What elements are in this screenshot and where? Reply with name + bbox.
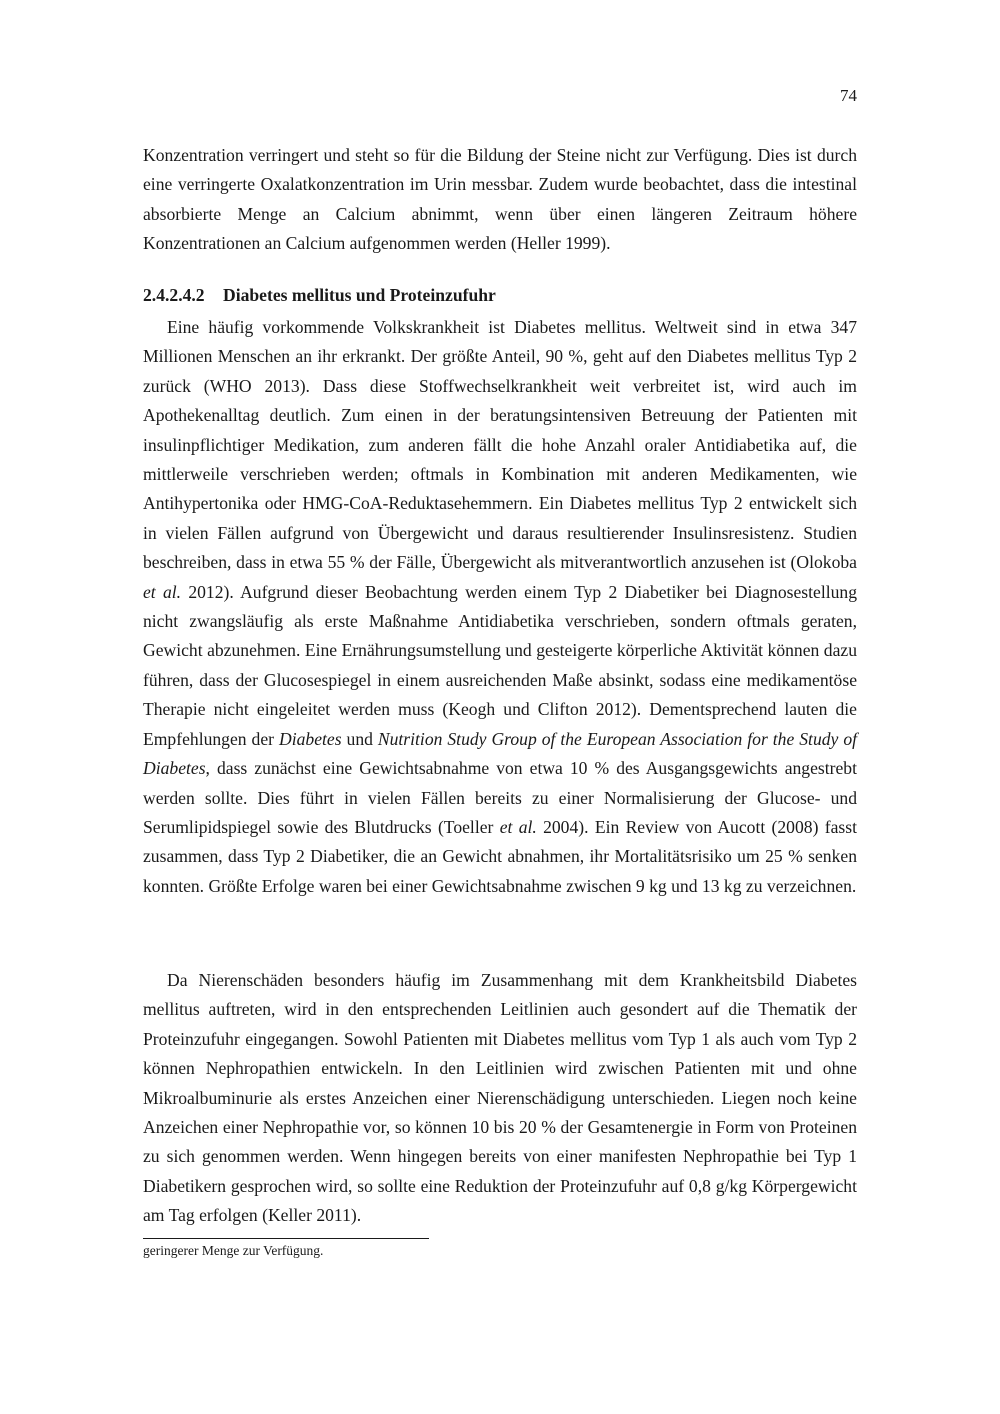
paragraph-diabetes — [143, 313, 857, 901]
p2-etal-2: et al. — [499, 816, 537, 837]
p2-part-e: 2004). Ein Review von Aucott (2008) fasst zusammen, dass Typ 2 Diabetiker, die an Gewicht abnahmen, ihr Mortalitätsrisiko um 25 % senken konnten. Größte Erfolge waren bei einer Gewichtsabnahme zwischen 9 kg und 13 kg zu verzeichnen. — [143, 816, 857, 896]
footnote-divider — [143, 1238, 429, 1239]
p2-italic-nsg: Nutrition Study Group of the European Association for the Study of Diabetes — [143, 728, 858, 779]
p2-part-a: Eine häufig vorkommende Volkskrankheit ist Diabetes mellitus. Weltweit sind in etwa 347 Millionen Menschen an ihr erkrankt. Der größte Anteil, 90 %, geht auf den Diabetes mellitus Typ 2 zurück (WHO 2013). Dass diese Stoffwechselkrankheit weit verbreitet ist, wird auch im Apothekenalltag deutlich. Zum einen in der beratungsintensiven Betreuung der Patienten mit insulinpflichtiger Medikation, zum anderen fällt die hohe Anzahl oraler Antidiabetika auf, die mittlerweile verschrieben werden; oftmals in Kombination mit anderen Medikamenten, wie Antihypertonika oder HMG-CoA-Reduktasehemmern. Ein Diabetes mellitus Typ 2 entwickelt sich in vielen Fällen aufgrund von Übergewicht und daraus resultierender Insulinsresistenz. Studien beschreiben, dass in etwa 55 % der Fälle, Übergewicht als mitverantwortlich anzusehen ist (Olokoba — [143, 317, 857, 573]
paragraph-2 — [143, 313, 857, 901]
p2-italic-diabetes: Diabetes — [279, 728, 342, 749]
footnote: geringerer Menge zur Verfügung. — [143, 1243, 324, 1258]
paragraph-nephropathy — [143, 966, 857, 1231]
section-heading — [143, 285, 496, 306]
p2-etal-1: et al. — [143, 581, 182, 602]
p2-part-d: , dass zunächst eine Gewichtsabnahme von etwa 10 % des Ausgangsgewichts angestrebt werden sollte. Dies führt in vielen Fällen bereits zu einer Normalisierung der Glucose- und Serumlipidspiegel sowie des Blutdrucks (Toeller — [143, 758, 857, 837]
section-number: 2.4.2.4.2 — [143, 285, 205, 305]
section-title: Diabetes mellitus und Proteinzufuhr — [222, 285, 496, 305]
paragraph-1-text: Konzentration verringert und steht so für die Bildung der Steine nicht zur Verfügung. Dies ist durch eine verringerte Oxalatkonzentration im Urin messbar. Zudem wurde beobachtet, dass die intestinal absorbierte Menge an Calcium abnimmt, wenn über einen längeren Zeitraum höhere Konzentrationen an Calcium aufgenommen werden (Heller 1999). — [143, 145, 857, 254]
paragraph-continuation — [143, 141, 857, 259]
p2-part-b: 2012). Aufgrund dieser Beobachtung werden einem Typ 2 Diabetiker bei Diagnosestellung nicht zwangsläufig als erste Maßnahme Antidiabetika verschrieben, sondern oftmals geraten, Gewicht abzunehmen. Eine Ernährungsumstellung und gesteigerte körperliche Aktivität können dazu führen, dass der Glucosespiegel in einem ausreichenden Maße absinkt, sodass eine medikamentöse Therapie nicht eingeleitet werden muss (Keogh und Clifton 2012). Dementsprechend lauten die Empfehlungen der — [143, 581, 857, 749]
page-number: 74 — [840, 86, 857, 105]
p2-part-c: und — [341, 728, 378, 749]
paragraph-3-text: Da Nierenschäden besonders häufig im Zusammenhang mit dem Krankheitsbild Diabetes mellitus auftreten, wird in den entsprechenden Leitlinien auch gesondert auf die Thematik der Proteinzufuhr eingegangen. Sowohl Patienten mit Diabetes mellitus vom Typ 1 als auch vom Typ 2 können Nephropathien entwickeln. In den Leitlinien wird zwischen Patienten mit und ohne Mikroalbuminurie als erstes Anzeichen einer Nierenschädigung unterschieden. Liegen noch keine Anzeichen einer Nephropathie vor, so können 10 bis 20 % der Gesamtenergie in Form von Proteinen zu sich genommen werden. Wenn hingegen bereits von einer manifesten Nephropathie bei Typ 1 Diabetikern gesprochen wird, so sollte eine Reduktion der Proteinzufuhr auf 0,8 g/kg Körpergewicht am Tag erfolgen (Keller 2011). — [143, 970, 857, 1226]
